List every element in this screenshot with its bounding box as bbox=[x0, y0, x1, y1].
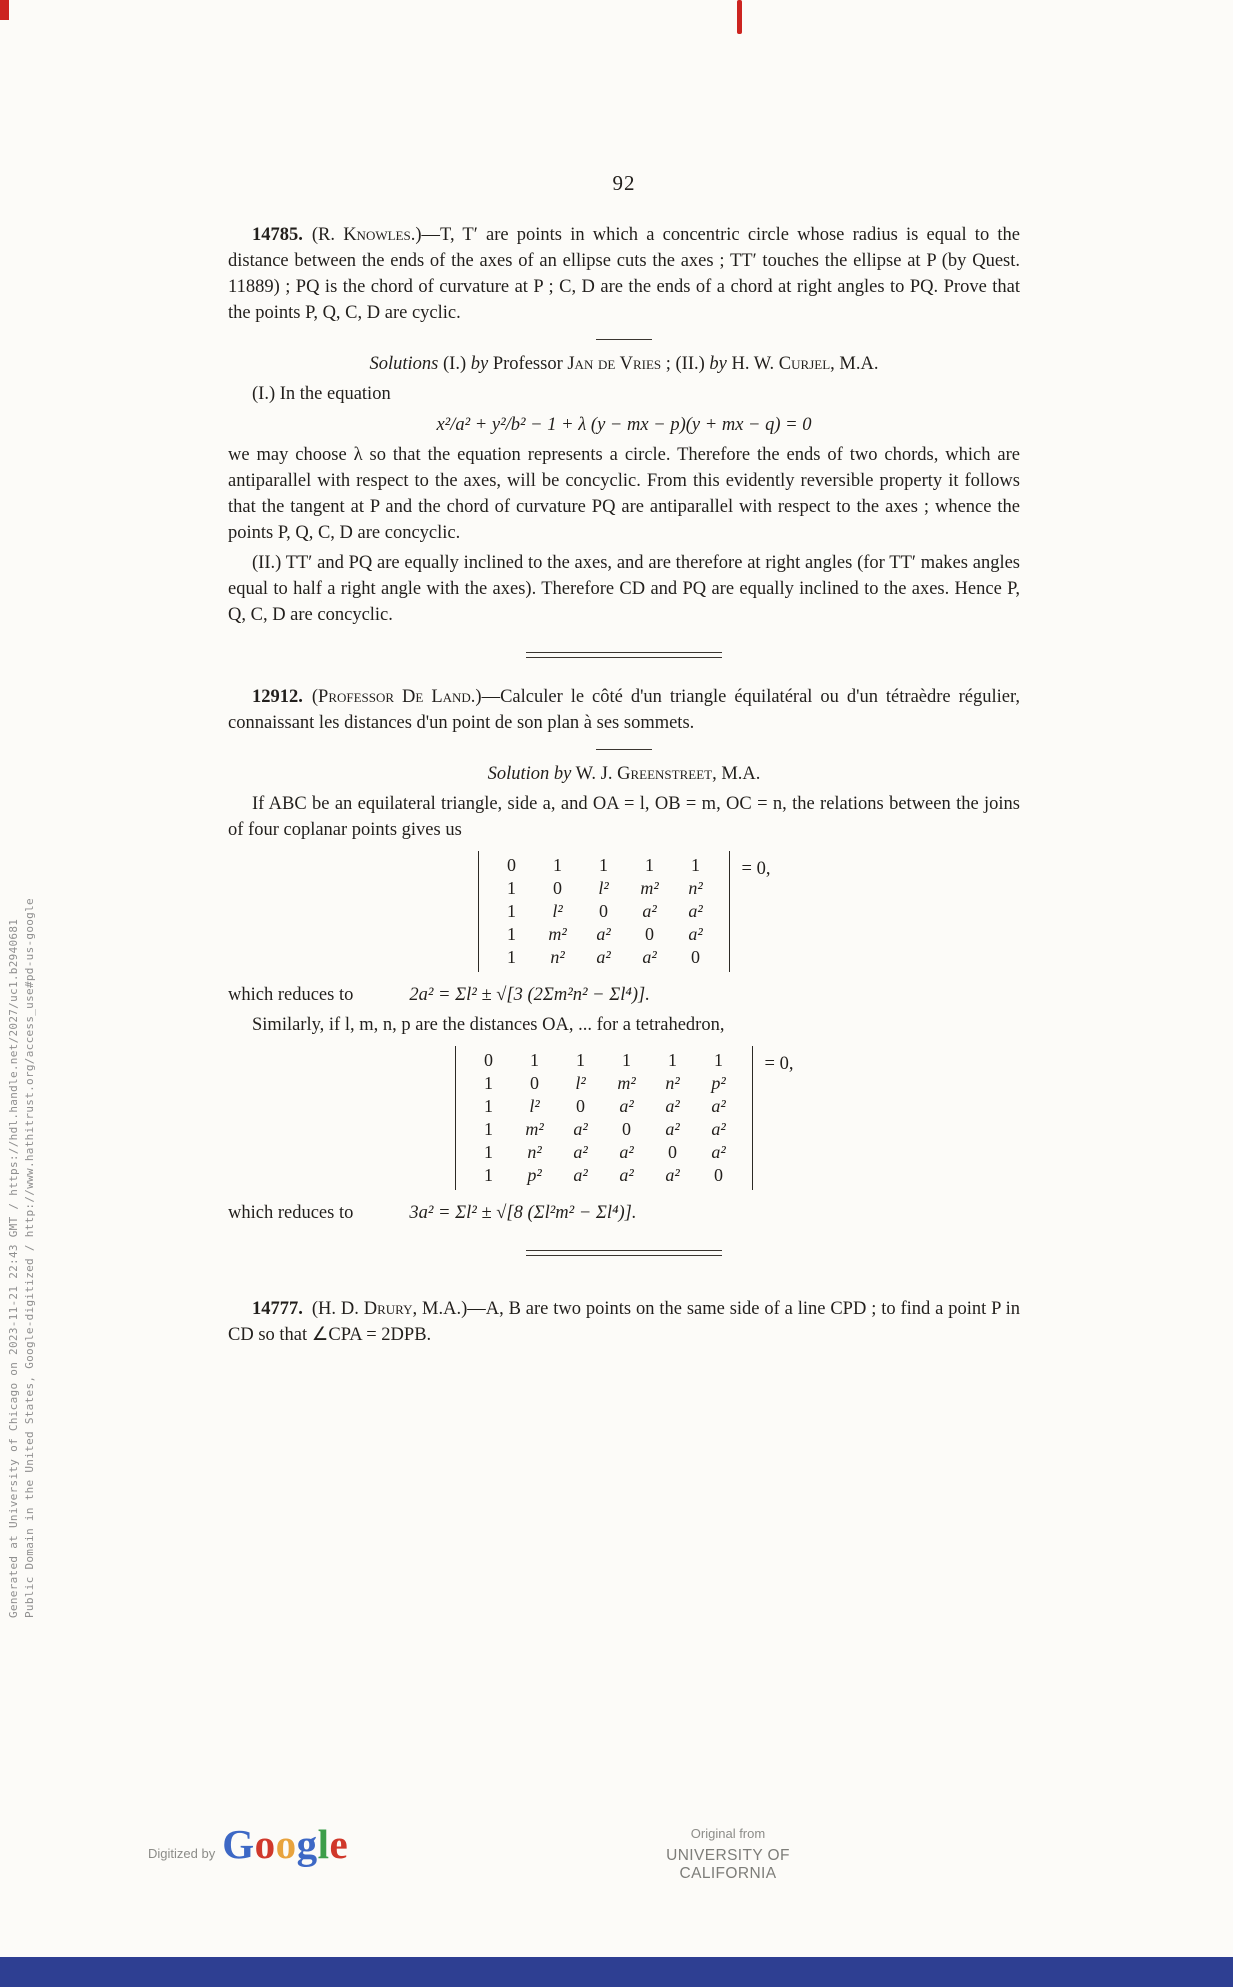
solution-heading bbox=[228, 761, 1020, 787]
solution1-body: we may choose λ so that the equation represents a circle. Therefore the ends of two chords, which are antiparallel with respect to the axes, will be concyclic. From this evidently reversible property it follows that the tangent at P and the chord of curvature PQ are antiparallel with respect to the axes ; whence the points P, Q, C, D are concyclic. bbox=[228, 445, 1020, 543]
problem-text: Calculer le côté d'un triangle équilatéral ou d'un tétraèdre régulier, connaissant les distances d'un point de son plan à ses sommets. bbox=[228, 687, 1020, 733]
institution-name: UNIVERSITY OF CALIFORNIA bbox=[666, 1847, 790, 1882]
matrix-cell: 1 bbox=[507, 947, 517, 967]
solution2-body: (II.) TT′ and PQ are equally inclined to the axes, and are therefore at right angles (for TT′ makes angles equal to half a right angle with the axes). Therefore CD and PQ are equally inclined to the axes. Hence P, Q, C, D are concyclic. bbox=[228, 553, 1020, 625]
matrix-cell: a² bbox=[619, 1142, 634, 1162]
heading-word: ; (II.) bbox=[661, 354, 710, 374]
matrix-cell: 1 bbox=[484, 1119, 494, 1139]
determinant-2 bbox=[228, 1046, 1020, 1190]
google-logo-letter: e bbox=[329, 1821, 349, 1867]
matrix-cell: a² bbox=[573, 1119, 588, 1139]
matrix-cell: n² bbox=[688, 878, 703, 898]
reduction-formula: 3a² = Σl² ± √[8 (Σl²m² − Σl⁴)]. bbox=[409, 1203, 637, 1223]
matrix-cell: 1 bbox=[484, 1165, 494, 1185]
divider-short bbox=[596, 749, 652, 750]
matrix-cell: m² bbox=[525, 1119, 544, 1139]
matrix-cell: 0 bbox=[599, 901, 609, 921]
problem-number: 12912. bbox=[252, 687, 303, 707]
matrix-row bbox=[466, 1164, 742, 1187]
matrix-cell: 1 bbox=[507, 901, 517, 921]
equals-zero: = 0, bbox=[741, 859, 771, 879]
problem-author: (R. Knowles.)— bbox=[311, 225, 441, 245]
matrix-cell: 1 bbox=[507, 924, 517, 944]
matrix-cell: a² bbox=[665, 1096, 680, 1116]
matrix-cell: 1 bbox=[484, 1073, 494, 1093]
matrix-cell: 1 bbox=[622, 1050, 632, 1070]
original-from bbox=[616, 1826, 840, 1883]
equation: x²/a² + y²/b² − 1 + λ (y − mx − p)(y + mx − q) = 0 bbox=[436, 415, 812, 435]
problem-14777-statement bbox=[228, 1296, 1020, 1348]
matrix-cell: m² bbox=[640, 878, 659, 898]
solution1-intro: (I.) In the equation bbox=[252, 384, 391, 404]
matrix-row bbox=[466, 1049, 742, 1072]
matrix-cell: 1 bbox=[691, 855, 701, 875]
reduction-1 bbox=[228, 982, 1020, 1008]
google-logo-letter: l bbox=[317, 1821, 330, 1867]
problem-12912-statement bbox=[228, 684, 1020, 736]
matrix-cell: 0 bbox=[576, 1096, 586, 1116]
matrix-cell: 0 bbox=[714, 1165, 724, 1185]
problem-author: (H. D. Drury, M.A.)— bbox=[311, 1299, 486, 1319]
matrix-cell: l² bbox=[552, 901, 563, 921]
divider-short bbox=[596, 339, 652, 340]
problem-author: (Professor De Land.)— bbox=[311, 687, 501, 707]
matrix-cell: 0 bbox=[645, 924, 655, 944]
matrix-row bbox=[466, 1095, 742, 1118]
equals-zero: = 0, bbox=[764, 1054, 794, 1074]
matrix-cell: a² bbox=[711, 1142, 726, 1162]
matrix-cell: a² bbox=[596, 947, 611, 967]
google-logo-letter: G bbox=[222, 1821, 255, 1867]
problem-text: A, B are two points on the same side of a line CPD ; to find a point P in CD so that ∠CPA = 2DPB. bbox=[228, 1299, 1020, 1345]
reduction-2 bbox=[228, 1200, 1020, 1226]
matrix-cell: 1 bbox=[599, 855, 609, 875]
matrix-cell: m² bbox=[617, 1073, 636, 1093]
matrix-cell: n² bbox=[550, 947, 565, 967]
matrix-cell: a² bbox=[711, 1096, 726, 1116]
matrix-row bbox=[489, 900, 719, 923]
matrix-cell: 1 bbox=[576, 1050, 586, 1070]
matrix-row bbox=[489, 854, 719, 877]
solutions-heading bbox=[228, 351, 1020, 377]
solution-body-2: Similarly, if l, m, n, p are the distances OA, ... for a tetrahedron, bbox=[252, 1015, 725, 1035]
matrix-row bbox=[466, 1072, 742, 1095]
matrix bbox=[478, 851, 730, 972]
matrix-cell: a² bbox=[642, 901, 657, 921]
reduction-formula: 2a² = Σl² ± √[3 (2Σm²n² − Σl⁴)]. bbox=[409, 985, 650, 1005]
matrix-cell: 1 bbox=[507, 878, 517, 898]
reduction-label: which reduces to bbox=[228, 1203, 354, 1223]
matrix-cell: p² bbox=[711, 1073, 726, 1093]
matrix-cell: a² bbox=[619, 1096, 634, 1116]
heading-word: Professor bbox=[488, 354, 568, 374]
matrix-row bbox=[466, 1141, 742, 1164]
bottom-bar bbox=[0, 1957, 1233, 1987]
problem-number: 14777. bbox=[252, 1299, 303, 1319]
google-logo-letter: o bbox=[275, 1821, 297, 1867]
digitized-by-label: Digitized by bbox=[148, 1846, 216, 1861]
public-domain-note: Public Domain in the United States, Google-digitized / http://www.hathitrust.org/access_use#pd-us-google bbox=[23, 898, 36, 1618]
matrix-cell: 1 bbox=[484, 1142, 494, 1162]
determinant-1 bbox=[228, 851, 1020, 972]
heading-word: Solution by bbox=[487, 764, 572, 784]
page-content bbox=[228, 0, 1020, 1348]
matrix-cell: l² bbox=[598, 878, 609, 898]
reduction-label: which reduces to bbox=[228, 985, 354, 1005]
matrix-cell: a² bbox=[619, 1165, 634, 1185]
matrix-cell: 1 bbox=[714, 1050, 724, 1070]
matrix-cell: 1 bbox=[645, 855, 655, 875]
matrix-cell: 0 bbox=[507, 855, 517, 875]
matrix-cell: 1 bbox=[668, 1050, 678, 1070]
matrix-cell: 0 bbox=[668, 1142, 678, 1162]
matrix-cell: m² bbox=[548, 924, 567, 944]
matrix-cell: n² bbox=[527, 1142, 542, 1162]
matrix-cell: p² bbox=[527, 1165, 542, 1185]
matrix-cell: 0 bbox=[553, 878, 563, 898]
matrix-row bbox=[489, 946, 719, 969]
google-logo-letter: g bbox=[296, 1821, 318, 1867]
matrix-cell: 0 bbox=[622, 1119, 632, 1139]
matrix-row bbox=[466, 1118, 742, 1141]
page-number: 92 bbox=[612, 171, 636, 195]
matrix-cell: l² bbox=[529, 1096, 540, 1116]
matrix bbox=[455, 1046, 753, 1190]
matrix-cell: a² bbox=[596, 924, 611, 944]
original-from-label: Original from bbox=[690, 1826, 766, 1841]
red-scan-mark bbox=[0, 0, 9, 20]
matrix-cell: a² bbox=[688, 924, 703, 944]
google-logo bbox=[222, 1820, 348, 1868]
heading-word: by bbox=[709, 354, 727, 374]
problem-14785-statement bbox=[228, 222, 1020, 326]
matrix-cell: a² bbox=[665, 1119, 680, 1139]
divider-double bbox=[526, 652, 722, 658]
heading-word: (I.) bbox=[438, 354, 471, 374]
divider-double bbox=[526, 1250, 722, 1256]
matrix-cell: a² bbox=[665, 1165, 680, 1185]
matrix-cell: 1 bbox=[484, 1096, 494, 1116]
matrix-cell: 1 bbox=[553, 855, 563, 875]
matrix-cell: n² bbox=[665, 1073, 680, 1093]
matrix-cell: a² bbox=[573, 1142, 588, 1162]
matrix-row bbox=[489, 923, 719, 946]
problem-text: T, T′ are points in which a concentric circle whose radius is equal to the distance between the ends of the axes of an ellipse cuts the axes ; TT′ touches the ellipse at P (by Quest. 11889) ; PQ is the chord of curvature at P ; C, D are the ends of a chord at right angles to PQ. Prove that the points P, Q, C, D are cyclic. bbox=[228, 225, 1020, 323]
matrix-cell: a² bbox=[642, 947, 657, 967]
hathitrust-margin-note bbox=[6, 780, 38, 1618]
matrix-row bbox=[489, 877, 719, 900]
heading-word: by bbox=[470, 354, 489, 374]
matrix-cell: l² bbox=[575, 1073, 586, 1093]
solver-name: H. W. Curjel, M.A. bbox=[726, 354, 879, 374]
digitized-by bbox=[148, 1820, 348, 1868]
matrix-cell: 0 bbox=[530, 1073, 540, 1093]
matrix-cell: a² bbox=[688, 901, 703, 921]
matrix-cell: 0 bbox=[484, 1050, 494, 1070]
solution-body-1: If ABC be an equilateral triangle, side a, and OA = l, OB = m, OC = n, the relations between the joins of four coplanar points gives us bbox=[228, 794, 1020, 840]
generated-note: Generated at University of Chicago on 2023-11-21 22:43 GMT / https://hdl.handle.net/2027/uc1.b2940681 bbox=[7, 918, 20, 1618]
solver-name: W. J. Greenstreet, M.A. bbox=[571, 764, 761, 784]
problem-number: 14785. bbox=[252, 225, 303, 245]
heading-word: Solutions bbox=[369, 354, 439, 374]
matrix-cell: 1 bbox=[530, 1050, 540, 1070]
solver-name: Jan de Vries bbox=[567, 354, 662, 374]
matrix-cell: a² bbox=[711, 1119, 726, 1139]
google-logo-letter: o bbox=[254, 1821, 276, 1867]
matrix-cell: a² bbox=[573, 1165, 588, 1185]
matrix-cell: 0 bbox=[691, 947, 701, 967]
